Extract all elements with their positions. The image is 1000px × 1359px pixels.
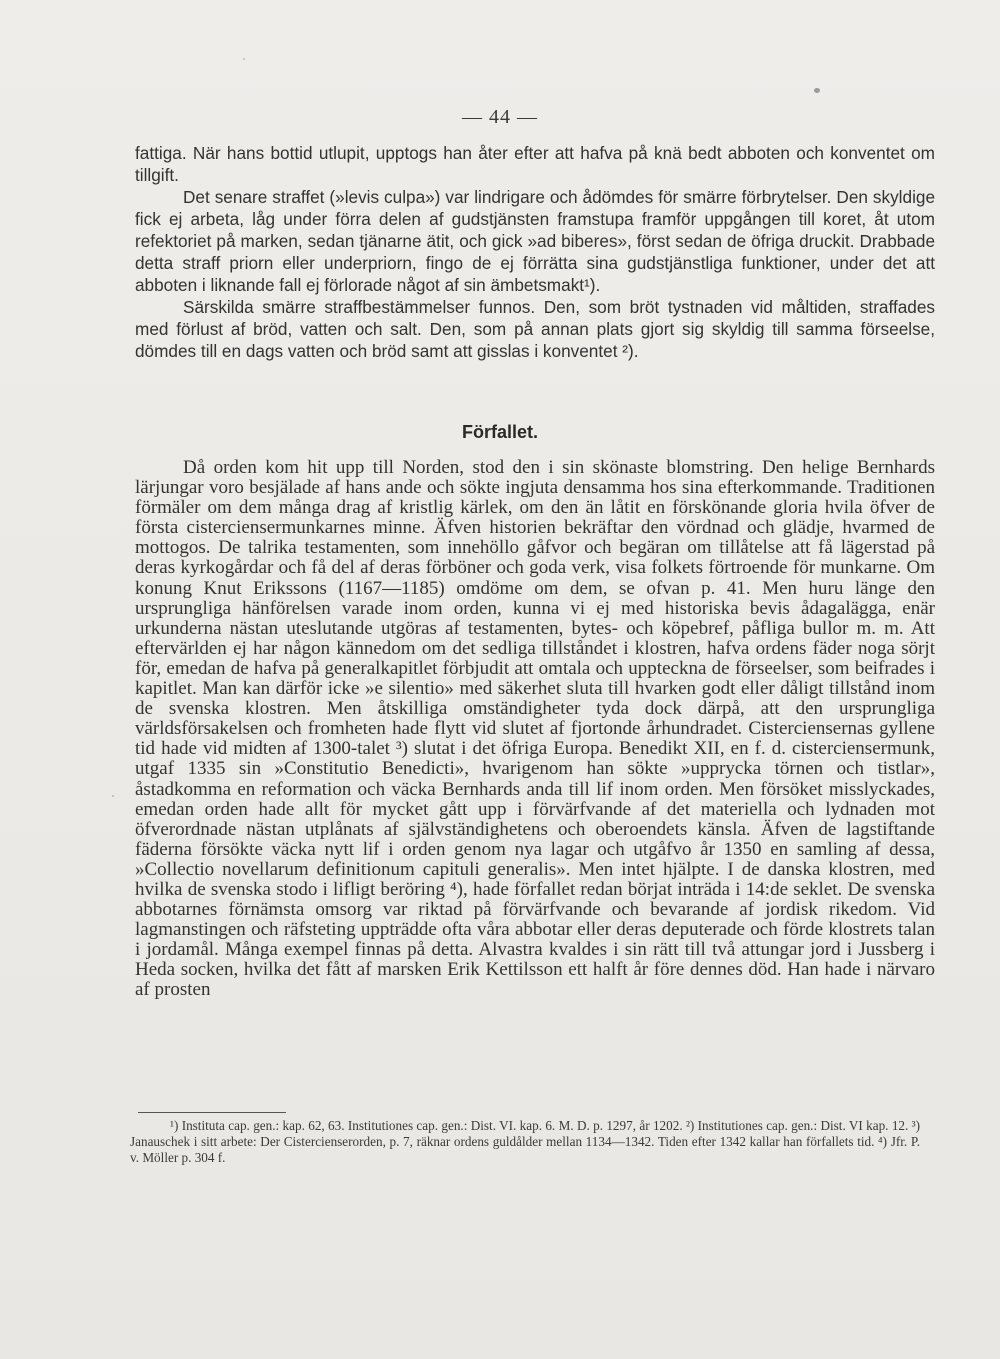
paragraph: Särskilda smärre straffbestämmelser funnos. Den, som bröt tystnaden vid måltiden, straffades med förlust af bröd, vatten och salt. Den, som på annan plats gjort sig skyldig till samma förseelse, dömdes till en dags vatten och bröd samt att gisslas i konventet ²). bbox=[135, 297, 935, 361]
paper-speck bbox=[243, 58, 245, 60]
footnote-text: ¹) Instituta cap. gen.: kap. 62, 63. Institutiones cap. gen.: Dist. VI. kap. 6. M. D. p. 1297, år 1202. ²) Institutiones cap. gen.: Dist. VI kap. 12. ³) Janauschek i sitt arbete: Der Cistercienserorden, p. 7, räknar ordens guldålder mellan 1134—1342. Tiden efter 1342 kallar han förfallets tid. ⁴) Jfr. P. v. Möller p. 304 f. bbox=[130, 1118, 920, 1165]
paper-speck bbox=[112, 795, 114, 797]
paragraph: Då orden kom hit upp till Norden, stod den i sin skönaste blomstring. Den helige Bernhards lärjungar voro besjälade af hans ande och sökte ingjuta densamma hos sina efterkommande. Traditionen förmäler om dem många drag af kristlig kärlek, om den än låtit en förskönande gloria hvila öfver de första cisterciensermunkarnes minne. Äfven historien bekräftar den vördnad och glädje, hvarmed de mottogos. De talrika testamenten, som innehöllo gåfvor och begäran om tillåtelse att få lägerstad på deras kyrkogårdar och få del af deras förböner och goda verk, visa folkets förtroende för munkarne. Om konung Knut Erikssons (1167—1185) omdöme om dem, se ofvan p. 41. Men huru länge den ursprungliga hänförelsen varade inom orden, kunna vi ej med historiska bevis ådagalägga, enär urkunderna nästan uteslutande utgöras af testamenten, bytes- och köpebref, påfliga bullor m. m. Att eftervärlden ej har någon kännedom om det sedliga tillståndet i klostren, hafva ordens fäder noga sörjt för, emedan de hafva på generalkapitlet förbjudit att omtala och uppteckna de förseelser, som beifrades i kapitlet. Man kan därför icke »e silentio» med säkerhet sluta till hvarken godt eller dåligt tillstånd inom de svenska klostren. Men åtskilliga omständigheter tyda dock därpå, att den ursprungliga världsförsakelsen och fromheten hade flytt vid slutet af fjortonde århundradet. Cisterciensernas gyllene tid hade vid midten af 1300-talet ³) slutat i det öfriga Europa. Benedikt XII, en f. d. cisterciensermunk, utgaf 1335 sin »Constitutio Benedicti», hvarigenom han sökte »upprycka törnen och tistlar», åstadkomma en reformation och väcka Bernhards anda till lif inom orden. Men försöket misslyckades, emedan orden hade allt för mycket gått upp i förvärfvande af det materiella och lydnaden mot öfverordnade nästan utplånats af självständighetens och oberoendets känsla. Äfven de lagstiftande fäderna försökte väcka nytt lif i orden genom nya lagar och utgåfvo år 1350 en samling af dessa, »Collectio novellarum definitionum capituli generalis». Men intet hjälpte. I de danska klostren, med hvilka de svenska stodo i lifligt beröring ⁴), hade förfallet redan börjat inträda i 14:de seklet. De svenska abbotarnes förnämsta omsorg var riktad på förvärfvande och bevarande af jordisk rikedom. Vid lagmanstingen och räfsteting uppträdde ofta våra abbotar eller deras deputerade och förde klostrets talan i jordamål. Många exempel finnas på detta. Alvastra kvaldes i sin rätt till två attungar jord i Jussberg i Heda socken, hvilka det fått af marsken Erik Kettilsson ett halft år före dennes död. Han hade i närvaro af prosten bbox=[135, 457, 935, 1001]
page-number: — 44 — bbox=[462, 106, 538, 128]
footnotes bbox=[130, 1118, 920, 1166]
paragraph: Det senare straffet (»levis culpa») var lindrigare och ådömdes för smärre förbrytelser. Den skyldige fick ej arbeta, låg under förra delen af gudstjänsten framstupa framför uppgången till koret, åt utom refektoriet på marken, sedan tjänarne ätit, och gick »ad biberes», först sedan de öfriga druckit. Drabbade detta straff priorn eller underpriorn, fingo de ej förrätta sina gudstjänstliga funktioner, under det att abboten i liknande fall ej förlorade något af sin ämbetsmakt¹). bbox=[135, 187, 935, 295]
intro-text bbox=[135, 142, 935, 362]
footnote-divider bbox=[138, 1112, 286, 1113]
section-heading: Förfallet. bbox=[461, 422, 538, 442]
paragraph: fattiga. När hans bottid utlupit, upptogs han åter efter att hafva på knä bedt abboten och konventet om tillgift. bbox=[135, 143, 935, 185]
main-text bbox=[135, 458, 935, 1001]
paper-speck bbox=[814, 88, 820, 93]
